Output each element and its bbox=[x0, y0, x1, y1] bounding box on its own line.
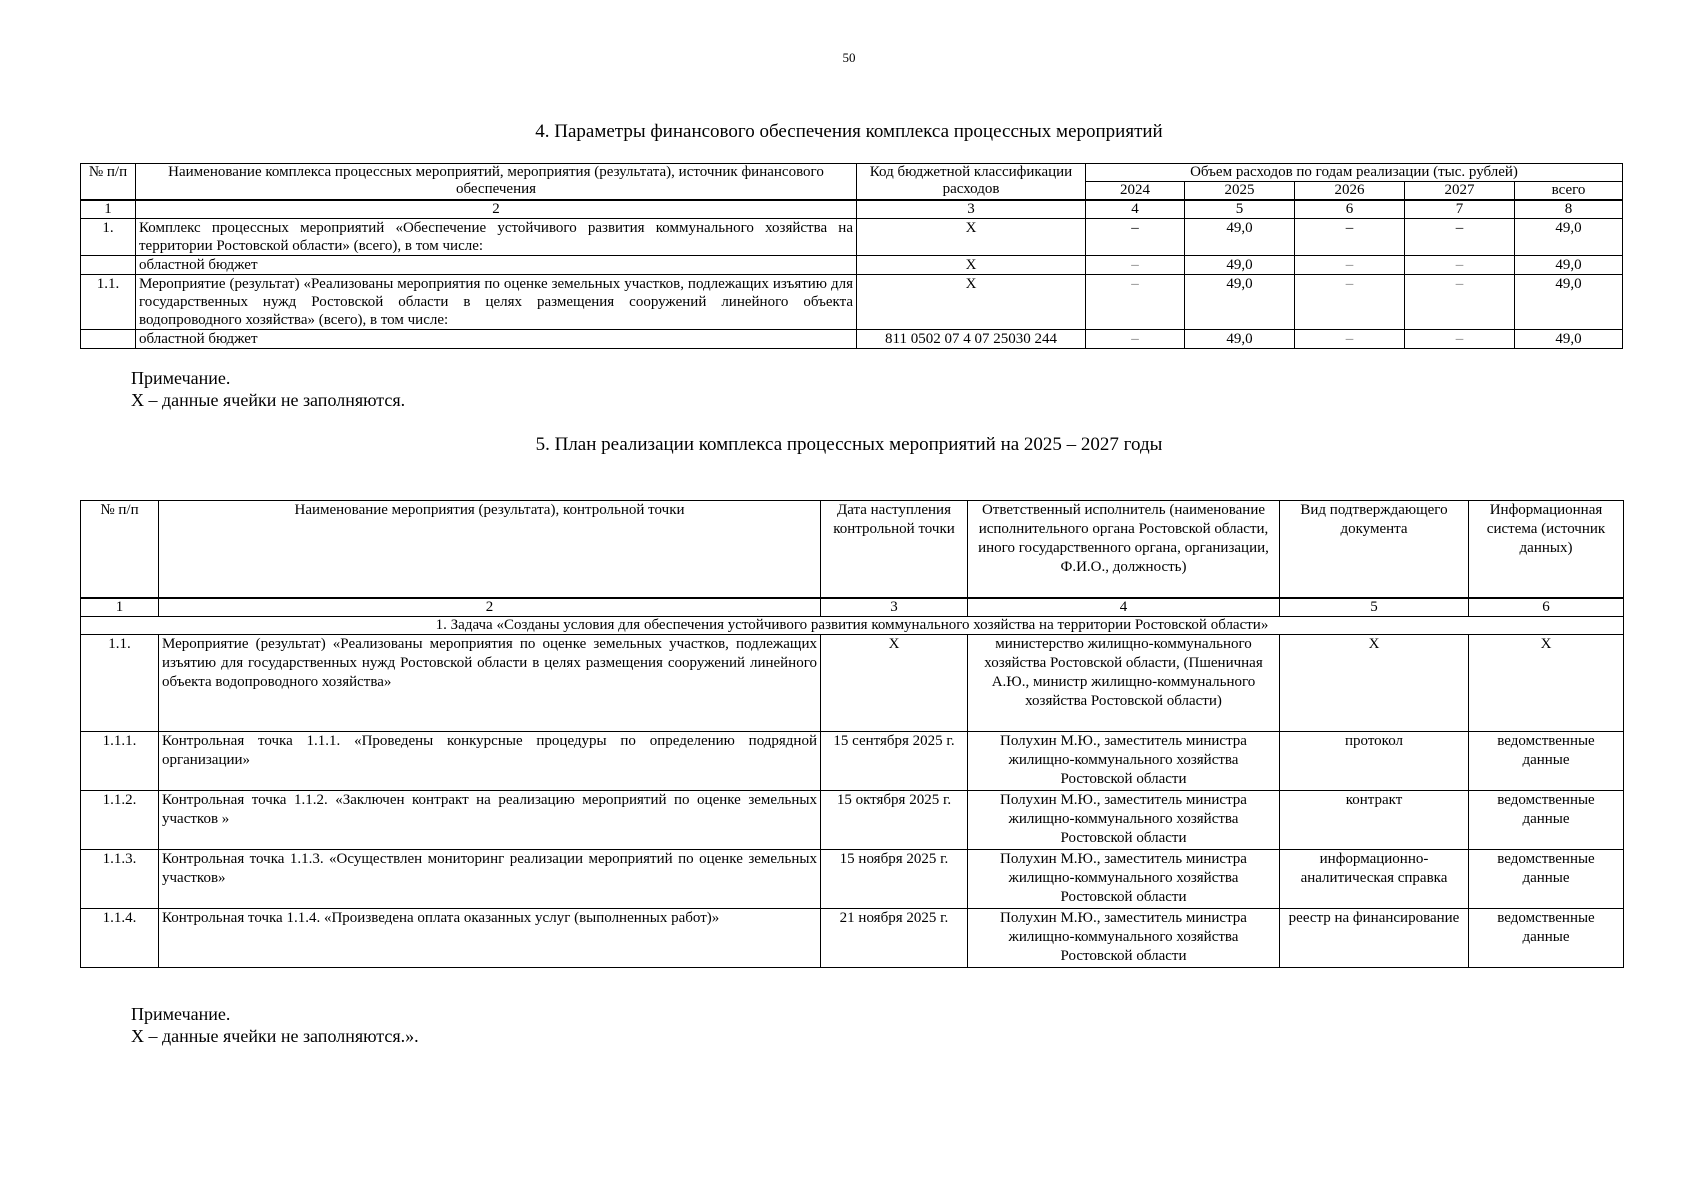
row-num: 1.1.3. bbox=[81, 850, 159, 909]
col-number: 3 bbox=[857, 200, 1086, 219]
row-2025: 49,0 bbox=[1185, 330, 1295, 349]
col-header-doc: Вид подтверждающего документа bbox=[1280, 501, 1469, 599]
row-system: ведомственные данные bbox=[1469, 850, 1624, 909]
row-date: 15 ноября 2025 г. bbox=[821, 850, 968, 909]
row-date: 15 октября 2025 г. bbox=[821, 791, 968, 850]
row-system: X bbox=[1469, 635, 1624, 732]
row-code: X bbox=[857, 256, 1086, 275]
row-executor: министерство жилищно-коммунального хозяйства Ростовской области, (Пшеничная А.Ю., министр жилищно-коммунального хозяйства Ростовской области) bbox=[968, 635, 1280, 732]
row-2027: – bbox=[1405, 275, 1515, 330]
row-2026: – bbox=[1295, 219, 1405, 256]
table-row bbox=[81, 219, 1623, 256]
col-number: 1 bbox=[81, 200, 136, 219]
col-header-code: Код бюджетной классификации расходов bbox=[857, 164, 1086, 201]
row-doc: информационно-аналитическая справка bbox=[1280, 850, 1469, 909]
row-2026: – bbox=[1295, 330, 1405, 349]
row-doc: X bbox=[1280, 635, 1469, 732]
row-doc: протокол bbox=[1280, 732, 1469, 791]
table-row bbox=[81, 909, 1624, 968]
row-code: X bbox=[857, 275, 1086, 330]
note-text: X – данные ячейки не заполняются.». bbox=[131, 1026, 419, 1046]
row-2025: 49,0 bbox=[1185, 275, 1295, 330]
row-num: 1.1.2. bbox=[81, 791, 159, 850]
col-header-name: Наименование мероприятия (результата), контрольной точки bbox=[159, 501, 821, 599]
row-2026: – bbox=[1295, 256, 1405, 275]
col-number: 5 bbox=[1280, 598, 1469, 617]
col-number: 2 bbox=[159, 598, 821, 617]
row-2024: – bbox=[1086, 275, 1185, 330]
col-number: 2 bbox=[136, 200, 857, 219]
col-number: 5 bbox=[1185, 200, 1295, 219]
financing-table bbox=[80, 163, 1623, 349]
row-num bbox=[81, 330, 136, 349]
note-title: Примечание. bbox=[131, 368, 231, 388]
row-total: 49,0 bbox=[1515, 275, 1623, 330]
row-system: ведомственные данные bbox=[1469, 909, 1624, 968]
task-row bbox=[81, 617, 1624, 635]
row-2026: – bbox=[1295, 275, 1405, 330]
row-doc: контракт bbox=[1280, 791, 1469, 850]
row-name: Комплекс процессных мероприятий «Обеспечение устойчивого развития коммунального хозяйства на территории Ростовской области» (всего), в том числе: bbox=[136, 219, 857, 256]
col-header-num: № п/п bbox=[81, 501, 159, 599]
row-code: X bbox=[857, 219, 1086, 256]
row-num: 1.1.1. bbox=[81, 732, 159, 791]
row-2024: – bbox=[1086, 219, 1185, 256]
col-header-system: Информационная система (источник данных) bbox=[1469, 501, 1624, 599]
col-header-num: № п/п bbox=[81, 164, 136, 201]
col-number: 6 bbox=[1295, 200, 1405, 219]
row-date: X bbox=[821, 635, 968, 732]
row-2027: – bbox=[1405, 256, 1515, 275]
task-title: 1. Задача «Созданы условия для обеспечения устойчивого развития коммунального хозяйства на территории Ростовской области» bbox=[81, 617, 1624, 635]
row-code: 811 0502 07 4 07 25030 244 bbox=[857, 330, 1086, 349]
col-header-name: Наименование комплекса процессных мероприятий, мероприятия (результата), источник финансового обеспечения bbox=[136, 164, 857, 201]
section-4-title: 4. Параметры финансового обеспечения комплекса процессных мероприятий bbox=[535, 121, 1163, 142]
row-num: 1.1. bbox=[81, 635, 159, 732]
row-num bbox=[81, 256, 136, 275]
row-total: 49,0 bbox=[1515, 219, 1623, 256]
col-number: 6 bbox=[1469, 598, 1624, 617]
col-header-total: всего bbox=[1515, 182, 1623, 201]
col-number: 1 bbox=[81, 598, 159, 617]
row-total: 49,0 bbox=[1515, 330, 1623, 349]
row-system: ведомственные данные bbox=[1469, 732, 1624, 791]
row-2027: – bbox=[1405, 219, 1515, 256]
note-section-4 bbox=[131, 367, 405, 411]
row-total: 49,0 bbox=[1515, 256, 1623, 275]
row-name: областной бюджет bbox=[136, 256, 857, 275]
row-date: 15 сентября 2025 г. bbox=[821, 732, 968, 791]
column-numbers-row bbox=[81, 200, 1623, 219]
col-header-volume: Объем расходов по годам реализации (тыс. рублей) bbox=[1086, 164, 1623, 182]
row-executor: Полухин М.Ю., заместитель министра жилищно-коммунального хозяйства Ростовской области bbox=[968, 850, 1280, 909]
table-row bbox=[81, 330, 1623, 349]
row-2024: – bbox=[1086, 256, 1185, 275]
row-system: ведомственные данные bbox=[1469, 791, 1624, 850]
row-executor: Полухин М.Ю., заместитель министра жилищно-коммунального хозяйства Ростовской области bbox=[968, 909, 1280, 968]
col-number: 3 bbox=[821, 598, 968, 617]
row-name: областной бюджет bbox=[136, 330, 857, 349]
row-2027: – bbox=[1405, 330, 1515, 349]
page-number: 50 bbox=[842, 50, 856, 65]
col-number: 8 bbox=[1515, 200, 1623, 219]
table-row bbox=[81, 732, 1624, 791]
note-section-5 bbox=[131, 1003, 419, 1047]
row-date: 21 ноября 2025 г. bbox=[821, 909, 968, 968]
table-row bbox=[81, 256, 1623, 275]
col-header-2026: 2026 bbox=[1295, 182, 1405, 201]
row-name: Контрольная точка 1.1.3. «Осуществлен мониторинг реализации мероприятий по оценке земельных участков» bbox=[159, 850, 821, 909]
row-num: 1.1. bbox=[81, 275, 136, 330]
section-5-title: 5. План реализации комплекса процессных мероприятий на 2025 – 2027 годы bbox=[535, 434, 1163, 455]
row-num: 1.1.4. bbox=[81, 909, 159, 968]
row-2025: 49,0 bbox=[1185, 219, 1295, 256]
row-name: Контрольная точка 1.1.1. «Проведены конкурсные процедуры по определению подрядной организации» bbox=[159, 732, 821, 791]
column-numbers-row bbox=[81, 598, 1624, 617]
row-name: Контрольная точка 1.1.4. «Произведена оплата оказанных услуг (выполненных работ)» bbox=[159, 909, 821, 968]
col-header-executor: Ответственный исполнитель (наименование исполнительного органа Ростовской области, иного государственного органа, организации, Ф.И.О., должность) bbox=[968, 501, 1280, 599]
row-executor: Полухин М.Ю., заместитель министра жилищно-коммунального хозяйства Ростовской области bbox=[968, 791, 1280, 850]
col-header-date: Дата наступления контрольной точки bbox=[821, 501, 968, 599]
table-row bbox=[81, 275, 1623, 330]
table-row bbox=[81, 635, 1624, 732]
table-row bbox=[81, 791, 1624, 850]
row-name: Мероприятие (результат) «Реализованы мероприятия по оценке земельных участков, подлежащих изъятию для государственных нужд Ростовской области в целях размещения сооружений линейного объекта водопроводного хозяйства» (всего), в том числе: bbox=[136, 275, 857, 330]
row-2024: – bbox=[1086, 330, 1185, 349]
row-name: Мероприятие (результат) «Реализованы мероприятия по оценке земельных участков, подлежащих изъятию для государственных нужд Ростовской области в целях размещения сооружений линейного объекта водопроводного хозяйства» bbox=[159, 635, 821, 732]
plan-table bbox=[80, 500, 1624, 968]
col-number: 4 bbox=[968, 598, 1280, 617]
col-header-2027: 2027 bbox=[1405, 182, 1515, 201]
row-2025: 49,0 bbox=[1185, 256, 1295, 275]
row-name: Контрольная точка 1.1.2. «Заключен контракт на реализацию мероприятий по оценке земельных участков » bbox=[159, 791, 821, 850]
col-number: 7 bbox=[1405, 200, 1515, 219]
row-executor: Полухин М.Ю., заместитель министра жилищно-коммунального хозяйства Ростовской области bbox=[968, 732, 1280, 791]
col-header-2025: 2025 bbox=[1185, 182, 1295, 201]
note-title: Примечание. bbox=[131, 1004, 231, 1024]
row-doc: реестр на финансирование bbox=[1280, 909, 1469, 968]
row-num: 1. bbox=[81, 219, 136, 256]
col-number: 4 bbox=[1086, 200, 1185, 219]
table-row bbox=[81, 850, 1624, 909]
col-header-2024: 2024 bbox=[1086, 182, 1185, 201]
note-text: X – данные ячейки не заполняются. bbox=[131, 390, 406, 410]
